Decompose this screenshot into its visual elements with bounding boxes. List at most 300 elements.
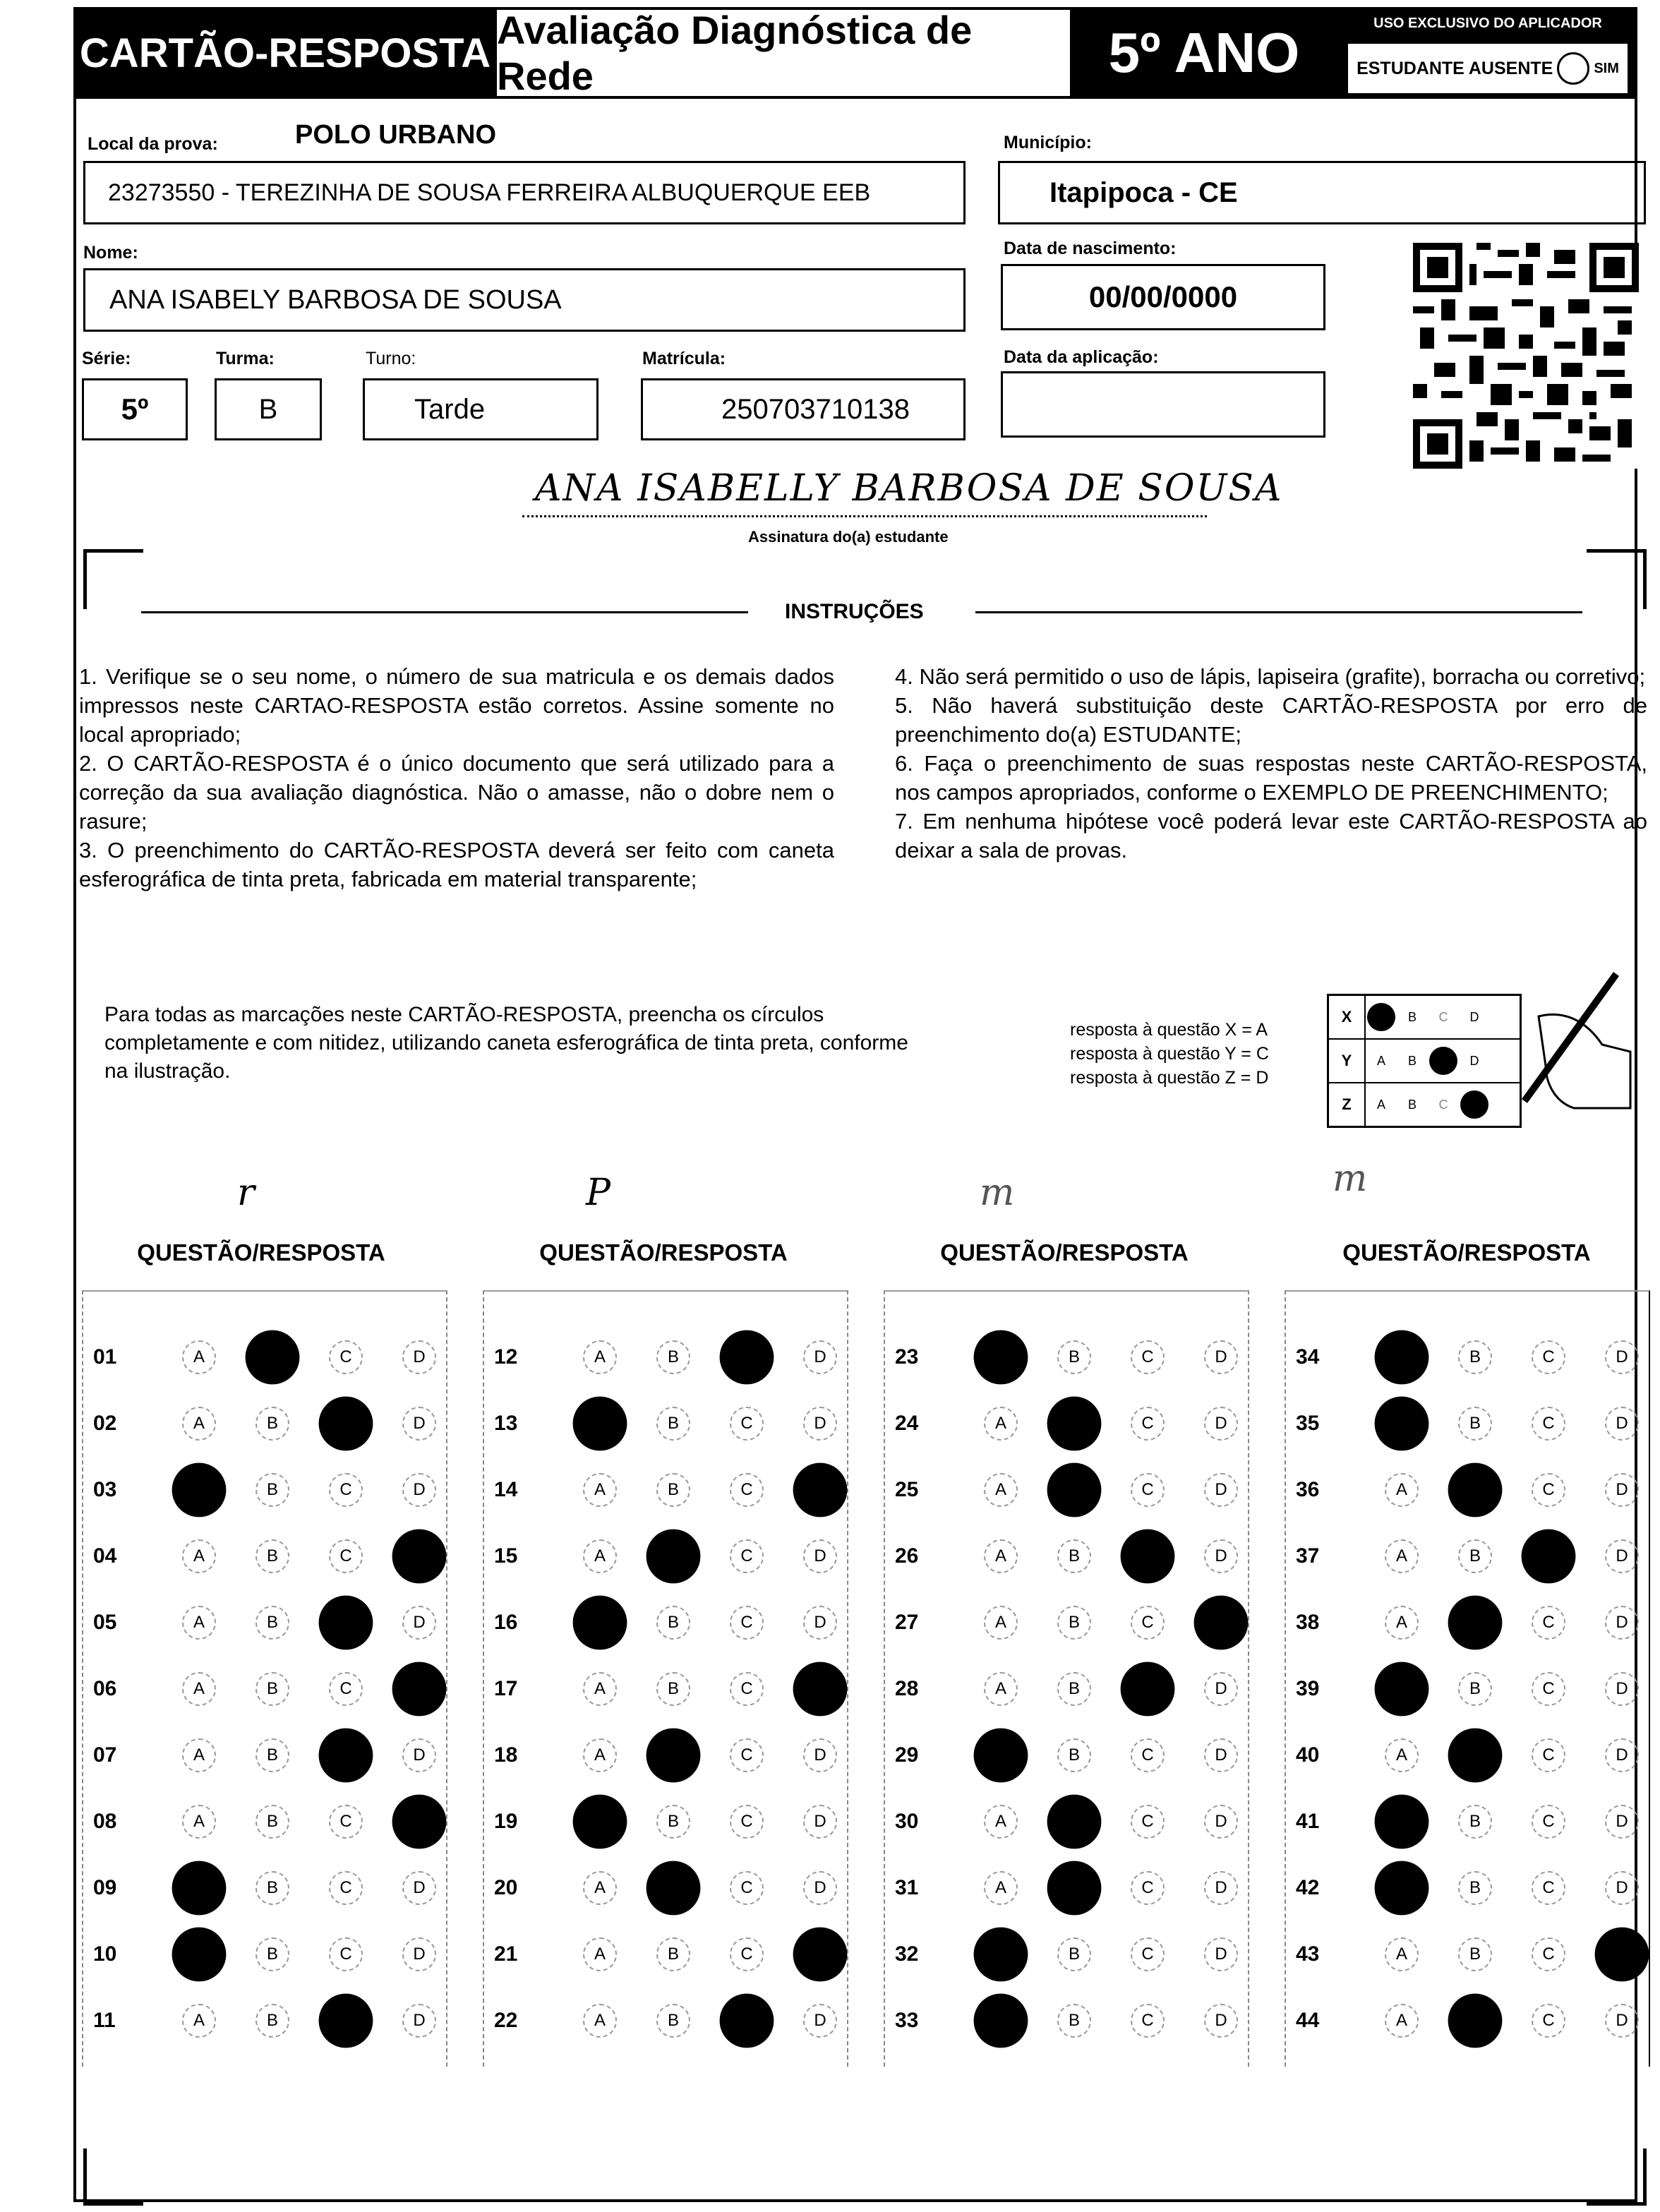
question-number: 09 <box>93 1876 117 1899</box>
answer-bubble-b[interactable]: B <box>1448 1994 1503 2048</box>
name-label: Nome: <box>83 243 138 263</box>
answer-bubble-b[interactable]: B <box>656 1473 690 1507</box>
answer-bubble-b[interactable]: B <box>1057 2004 1091 2038</box>
answer-bubble-b[interactable]: B <box>1458 1539 1492 1573</box>
answer-bubble-b[interactable]: B <box>656 1407 690 1441</box>
answer-bubble-d[interactable]: D <box>803 1539 837 1573</box>
answer-bubble-c[interactable]: C <box>1131 1606 1165 1640</box>
answer-bubble-c[interactable]: C <box>319 1596 373 1650</box>
answer-bubble-a[interactable]: A <box>974 1330 1028 1385</box>
question-row <box>1286 1996 1639 2045</box>
answer-bubble-c[interactable]: C <box>329 1871 363 1905</box>
question-number: 29 <box>895 1743 919 1767</box>
answer-bubble-b[interactable]: B <box>255 1937 289 1971</box>
answer-bubble-c[interactable]: C <box>329 1473 363 1507</box>
answer-bubble-b[interactable]: B <box>1458 1672 1492 1706</box>
question-number: 32 <box>895 1942 919 1966</box>
answer-bubble-c[interactable]: C <box>1532 1672 1565 1706</box>
question-number: 10 <box>93 1942 117 1966</box>
answer-bubble-d[interactable]: D <box>803 2004 837 2038</box>
answer-bubble-b[interactable]: B <box>656 2004 690 2038</box>
answer-bubble-b[interactable]: B <box>1458 1937 1492 1971</box>
city-label: Município: <box>1004 133 1092 152</box>
answer-bubble-b[interactable]: B <box>255 1473 289 1507</box>
answer-bubble-b[interactable]: B <box>1047 1861 1102 1916</box>
answer-bubble-c[interactable]: C <box>1532 1473 1565 1507</box>
answer-bubble-b[interactable]: B <box>1047 1463 1102 1517</box>
answer-bubble-c[interactable]: C <box>319 1994 373 2048</box>
answer-bubble-a[interactable]: A <box>182 1672 216 1706</box>
answer-bubble-c[interactable]: C <box>1131 1937 1165 1971</box>
answer-bubble-a[interactable]: A <box>583 1340 617 1374</box>
question-number: 03 <box>93 1478 117 1501</box>
answer-bubble-d[interactable]: D <box>1605 1606 1639 1640</box>
question-row <box>484 1731 837 1780</box>
example-x-a <box>1366 1003 1397 1031</box>
answer-bubble-d[interactable]: D <box>1204 1738 1238 1772</box>
answer-bubble-a[interactable]: A <box>984 1805 1018 1839</box>
sheet-title: CARTÃO-RESPOSTA <box>73 7 497 99</box>
question-number: 15 <box>494 1544 518 1568</box>
question-number: 28 <box>895 1677 919 1700</box>
answer-bubble-c[interactable]: C <box>329 1805 363 1839</box>
answer-bubble-d[interactable]: D <box>803 1606 837 1640</box>
question-number: 16 <box>494 1611 518 1634</box>
question-number: 23 <box>895 1345 919 1369</box>
answer-bubble-a[interactable]: A <box>974 1729 1028 1783</box>
answer-bubble-d[interactable]: D <box>1204 1340 1238 1374</box>
answer-bubble-c[interactable]: C <box>730 1937 764 1971</box>
question-row <box>484 1465 837 1515</box>
answer-bubble-d[interactable]: D <box>1605 2004 1639 2038</box>
application-date-label: Data da aplicação: <box>1004 347 1159 367</box>
answer-bubble-b[interactable]: B <box>1047 1795 1102 1849</box>
answer-bubble-d[interactable]: D <box>1204 1871 1238 1905</box>
absent-checkbox[interactable] <box>1557 52 1589 85</box>
question-number: 39 <box>1296 1677 1320 1700</box>
answer-bubble-b[interactable]: B <box>1057 1738 1091 1772</box>
question-number: 05 <box>93 1611 117 1634</box>
answer-bubble-c[interactable]: C <box>1532 1937 1565 1971</box>
question-row <box>484 1399 837 1448</box>
answer-bubble-d[interactable]: D <box>402 2004 436 2038</box>
answer-bubble-a[interactable]: A <box>984 1473 1018 1507</box>
question-row <box>484 1532 837 1581</box>
answer-bubble-c[interactable]: C <box>319 1729 373 1783</box>
answer-bubble-d[interactable]: D <box>1204 1473 1238 1507</box>
answer-bubble-c[interactable]: C <box>1131 1871 1165 1905</box>
answer-bubble-b[interactable]: B <box>1448 1596 1503 1650</box>
local-label: Local da prova: <box>88 134 218 154</box>
answer-bubble-d[interactable]: D <box>803 1738 837 1772</box>
answer-bubble-a[interactable]: A <box>182 1738 216 1772</box>
question-number: 37 <box>1296 1544 1320 1568</box>
example-z-text: resposta à questão Z = D <box>1070 1068 1269 1088</box>
answer-bubble-a[interactable]: A <box>1385 2004 1419 2038</box>
answer-bubble-a[interactable]: A <box>1375 1861 1429 1916</box>
handwritten-mark-3: m <box>980 1172 1015 1214</box>
answer-bubble-c[interactable]: C <box>329 1539 363 1573</box>
question-row <box>83 1399 436 1448</box>
example-grid <box>1327 994 1522 1128</box>
turno-value: Tarde <box>414 393 486 425</box>
question-row <box>1286 1532 1639 1581</box>
serie-label: Série: <box>82 349 131 368</box>
question-row <box>83 1863 436 1913</box>
answer-bubble-a[interactable]: A <box>172 1463 227 1517</box>
answer-bubble-a[interactable]: A <box>583 1937 617 1971</box>
question-row <box>1286 1797 1639 1846</box>
question-row <box>1286 1598 1639 1647</box>
applicator-area <box>1338 7 1637 99</box>
answer-bubble-c[interactable]: C <box>1131 1340 1165 1374</box>
question-row <box>83 1930 436 1979</box>
answer-bubble-d[interactable]: D <box>1605 1871 1639 1905</box>
serie-value: 5º <box>121 392 149 426</box>
answer-bubble-d[interactable]: D <box>392 1795 447 1849</box>
answer-bubble-d[interactable]: D <box>803 1340 837 1374</box>
turma-value: B <box>258 393 278 425</box>
answer-bubble-c[interactable]: C <box>720 1330 774 1385</box>
answer-bubble-c[interactable]: C <box>730 1539 764 1573</box>
answer-bubble-a[interactable]: A <box>583 1539 617 1573</box>
question-row <box>484 1863 837 1913</box>
answer-bubble-c[interactable]: C <box>1121 1529 1175 1584</box>
question-row <box>1286 1333 1639 1382</box>
answer-bubble-d[interactable]: D <box>1605 1672 1639 1706</box>
answer-bubble-b[interactable]: B <box>656 1805 690 1839</box>
answer-bubble-b[interactable]: B <box>1057 1937 1091 1971</box>
answer-bubble-b[interactable]: B <box>1047 1397 1102 1451</box>
answer-bubble-a[interactable]: A <box>984 1606 1018 1640</box>
answer-bubble-d[interactable]: D <box>1204 1539 1238 1573</box>
answer-bubble-a[interactable]: A <box>583 1738 617 1772</box>
answer-bubble-a[interactable]: A <box>573 1397 627 1451</box>
birth-value: 00/00/0000 <box>1088 280 1238 313</box>
answer-bubble-b[interactable]: B <box>656 1672 690 1706</box>
corner-bottom-left <box>83 2148 143 2206</box>
answer-bubble-d[interactable]: D <box>402 1606 436 1640</box>
answer-bubble-a[interactable]: A <box>1385 1473 1419 1507</box>
answer-bubble-a[interactable]: A <box>583 1672 617 1706</box>
example-row-y: Y A B D <box>1329 1040 1520 1083</box>
answer-bubble-a[interactable]: A <box>1375 1397 1429 1451</box>
question-number: 44 <box>1296 2009 1320 2032</box>
instruction-2: 2. O CARTÃO-RESPOSTA é o único documento que será utilizado para a correção da sua avaliação diagnóstica. Não o amasse, não o dobre nem o rasure; <box>79 751 834 834</box>
answer-bubble-c[interactable]: C <box>1532 1407 1565 1441</box>
example-row-x-label: X <box>1329 996 1366 1038</box>
question-number: 17 <box>494 1677 518 1700</box>
answer-bubble-d[interactable]: D <box>402 1937 436 1971</box>
question-number: 31 <box>895 1876 919 1899</box>
answer-bubble-a[interactable]: A <box>1385 1606 1419 1640</box>
answer-column-3 <box>884 1290 1249 2067</box>
question-number: 07 <box>93 1743 117 1767</box>
answer-bubble-c[interactable]: C <box>730 1738 764 1772</box>
answer-bubble-a[interactable]: A <box>182 1539 216 1573</box>
grade-label: 5º ANO <box>1070 7 1338 99</box>
answer-bubble-d[interactable]: D <box>1605 1407 1639 1441</box>
answer-bubble-b[interactable]: B <box>1458 1407 1492 1441</box>
question-row <box>885 1996 1238 2045</box>
answer-bubble-a[interactable]: A <box>573 1596 627 1650</box>
answer-bubble-b[interactable]: B <box>656 1937 690 1971</box>
question-number: 06 <box>93 1677 117 1700</box>
answer-bubble-a[interactable]: A <box>182 2004 216 2038</box>
answer-bubble-b[interactable]: B <box>646 1529 701 1584</box>
answer-bubble-c[interactable]: C <box>1131 1738 1165 1772</box>
absent-label: ESTUDANTE AUSENTE <box>1357 58 1553 78</box>
answer-bubble-c[interactable]: C <box>1532 1871 1565 1905</box>
answer-bubble-a[interactable]: A <box>1385 1738 1419 1772</box>
question-row <box>885 1664 1238 1714</box>
question-row <box>885 1532 1238 1581</box>
answer-bubble-d[interactable]: D <box>793 1463 848 1517</box>
answer-bubble-a[interactable]: A <box>573 1795 627 1849</box>
answer-bubble-a[interactable]: A <box>182 1805 216 1839</box>
answer-bubble-a[interactable]: A <box>583 1473 617 1507</box>
answer-bubble-d[interactable]: D <box>1605 1805 1639 1839</box>
answer-bubble-c[interactable]: C <box>1532 2004 1565 2038</box>
question-number: 26 <box>895 1544 919 1568</box>
example-z-d <box>1459 1090 1490 1119</box>
answer-bubble-a[interactable]: A <box>1375 1795 1429 1849</box>
column-title-2: QUESTÃO/RESPOSTA <box>539 1239 788 1266</box>
handwritten-mark-1: r <box>237 1172 255 1214</box>
answer-bubble-c[interactable]: C <box>1532 1738 1565 1772</box>
answer-bubble-b[interactable]: B <box>246 1330 300 1385</box>
question-number: 38 <box>1296 1611 1320 1634</box>
answer-bubble-d[interactable]: D <box>803 1871 837 1905</box>
answer-bubble-a[interactable]: A <box>583 1871 617 1905</box>
answer-bubble-a[interactable]: A <box>1385 1937 1419 1971</box>
question-row <box>885 1465 1238 1515</box>
answer-bubble-c[interactable]: C <box>730 1473 764 1507</box>
instruction-5: 5. Não haverá substituição deste CARTÃO-RESPOSTA por erro de preenchimento do(a) ESTUDANTE; <box>895 693 1647 747</box>
signature-line <box>522 515 1207 517</box>
question-row <box>885 1598 1238 1647</box>
answer-bubble-d[interactable]: D <box>402 1738 436 1772</box>
answer-bubble-b[interactable]: B <box>255 1606 289 1640</box>
answer-bubble-c[interactable]: C <box>319 1397 373 1451</box>
question-row <box>484 1664 837 1714</box>
answer-bubble-b[interactable]: B <box>255 1738 289 1772</box>
turno-field <box>363 378 599 440</box>
example-row-x: X B C D <box>1329 996 1520 1040</box>
handwritten-signature: ANA ISABELLY BARBOSA DE SOUSA <box>535 467 1283 510</box>
answer-bubble-c[interactable]: C <box>1131 1473 1165 1507</box>
answer-bubble-c[interactable]: C <box>730 1606 764 1640</box>
serie-field <box>82 378 188 440</box>
answer-bubble-c[interactable]: C <box>329 1340 363 1374</box>
answer-bubble-d[interactable]: D <box>1204 1672 1238 1706</box>
answer-bubble-a[interactable]: A <box>984 1539 1018 1573</box>
example-row-z-label: Z <box>1329 1083 1366 1126</box>
applicator-note: USO EXCLUSIVO DO APLICADOR <box>1373 16 1602 31</box>
question-number: 19 <box>494 1810 518 1833</box>
answer-bubble-d[interactable]: D <box>402 1871 436 1905</box>
answer-bubble-d[interactable]: D <box>402 1340 436 1374</box>
question-row <box>1286 1465 1639 1515</box>
answer-bubble-c[interactable]: C <box>1131 2004 1165 2038</box>
answer-bubble-b[interactable]: B <box>646 1861 701 1916</box>
answer-bubble-a[interactable]: A <box>182 1606 216 1640</box>
instructions-rule-left <box>141 611 748 613</box>
answer-bubble-a[interactable]: A <box>984 1407 1018 1441</box>
answer-bubble-b[interactable]: B <box>656 1606 690 1640</box>
question-row <box>83 1664 436 1714</box>
answer-bubble-a[interactable]: A <box>1375 1662 1429 1717</box>
question-number: 25 <box>895 1478 919 1501</box>
column-title-4: QUESTÃO/RESPOSTA <box>1342 1239 1591 1266</box>
question-row <box>885 1399 1238 1448</box>
answer-bubble-d[interactable]: D <box>1595 1928 1649 1982</box>
school-value: 23273550 - TEREZINHA DE SOUSA FERREIRA ALBUQUERQUE EEB <box>108 179 871 206</box>
question-number: 18 <box>494 1743 518 1767</box>
question-number: 33 <box>895 2009 919 2032</box>
instructions-rule-right <box>975 611 1582 613</box>
instruction-4: 4. Não será permitido o uso de lápis, lapiseira (grafite), borracha ou corretivo; <box>895 664 1646 689</box>
question-number: 40 <box>1296 1743 1320 1767</box>
answer-bubble-d[interactable]: D <box>1194 1596 1249 1650</box>
answer-bubble-c[interactable]: C <box>1532 1606 1565 1640</box>
answer-bubble-c[interactable]: C <box>730 1672 764 1706</box>
answer-bubble-a[interactable]: A <box>583 2004 617 2038</box>
answer-bubble-c[interactable]: C <box>329 1937 363 1971</box>
column-title-3: QUESTÃO/RESPOSTA <box>940 1239 1189 1266</box>
question-number: 36 <box>1296 1478 1320 1501</box>
question-number: 43 <box>1296 1942 1320 1966</box>
handwritten-mark-2: P <box>586 1172 611 1214</box>
answer-bubble-d[interactable]: D <box>402 1473 436 1507</box>
answer-bubble-b[interactable]: B <box>1057 1539 1091 1573</box>
answer-bubble-a[interactable]: A <box>984 1672 1018 1706</box>
answer-bubble-a[interactable]: A <box>182 1340 216 1374</box>
answer-bubble-d[interactable]: D <box>803 1407 837 1441</box>
answer-bubble-b[interactable]: B <box>255 1871 289 1905</box>
question-row <box>83 1996 436 2045</box>
answer-bubble-c[interactable]: C <box>730 1805 764 1839</box>
question-row <box>1286 1664 1639 1714</box>
answer-bubble-c[interactable]: C <box>730 1407 764 1441</box>
answer-bubble-a[interactable]: A <box>172 1928 227 1982</box>
answer-bubble-c[interactable]: C <box>1532 1340 1565 1374</box>
answer-bubble-b[interactable]: B <box>1458 1805 1492 1839</box>
column-title-1: QUESTÃO/RESPOSTA <box>137 1239 385 1266</box>
answer-bubble-b[interactable]: B <box>1458 1340 1492 1374</box>
answer-bubble-d[interactable]: D <box>402 1407 436 1441</box>
answer-bubble-a[interactable]: A <box>1375 1330 1429 1385</box>
answer-bubble-b[interactable]: B <box>1448 1463 1503 1517</box>
answer-bubble-c[interactable]: C <box>329 1672 363 1706</box>
answer-bubble-d[interactable]: D <box>793 1928 848 1982</box>
answer-bubble-c[interactable]: C <box>730 1871 764 1905</box>
answer-bubble-c[interactable]: C <box>1121 1662 1175 1717</box>
example-x-text: resposta à questão X = A <box>1070 1020 1268 1040</box>
answer-bubble-b[interactable]: B <box>255 1407 289 1441</box>
question-row <box>885 1333 1238 1382</box>
answer-bubble-d[interactable]: D <box>392 1662 447 1717</box>
answer-bubble-c[interactable]: C <box>1522 1529 1576 1584</box>
answer-bubble-a[interactable]: A <box>974 1928 1028 1982</box>
answer-bubble-b[interactable]: B <box>1057 1340 1091 1374</box>
answer-column-4 <box>1285 1290 1650 2067</box>
question-row <box>885 1797 1238 1846</box>
question-row <box>83 1333 436 1382</box>
exam-name: Avaliação Diagnóstica de Rede <box>497 7 1070 99</box>
pen-hand-icon <box>1496 967 1637 1129</box>
answer-bubble-a[interactable]: A <box>1385 1539 1419 1573</box>
application-date-field[interactable] <box>1001 371 1325 438</box>
handwritten-mark-4: m <box>1333 1158 1368 1200</box>
question-number: 20 <box>494 1876 518 1899</box>
answer-bubble-c[interactable]: C <box>1131 1805 1165 1839</box>
answer-bubble-a[interactable]: A <box>984 1871 1018 1905</box>
answer-bubble-d[interactable]: D <box>803 1805 837 1839</box>
question-number: 34 <box>1296 1345 1320 1369</box>
answer-bubble-a[interactable]: A <box>172 1861 227 1916</box>
city-field <box>998 161 1646 224</box>
answer-bubble-c[interactable]: C <box>1131 1407 1165 1441</box>
answer-bubble-d[interactable]: D <box>1204 1407 1238 1441</box>
question-number: 08 <box>93 1810 117 1833</box>
instruction-6: 6. Faça o preenchimento de suas respostas neste CARTÃO-RESPOSTA, nos campos apropriados, conforme o EXEMPLO DE PREENCHIMENTO; <box>895 751 1647 805</box>
answer-bubble-b[interactable]: B <box>1057 1606 1091 1640</box>
answer-bubble-c[interactable]: C <box>720 1994 774 2048</box>
matricula-field <box>641 378 966 440</box>
answer-bubble-b[interactable]: B <box>656 1340 690 1374</box>
question-number: 04 <box>93 1544 117 1568</box>
answer-bubble-b[interactable]: B <box>255 1805 289 1839</box>
answer-bubble-d[interactable]: D <box>1605 1473 1639 1507</box>
instruction-3: 3. O preenchimento do CARTÃO-RESPOSTA deverá ser feito com caneta esferográfica de tinta preta, fabricada em material transparente; <box>79 838 834 891</box>
answer-bubble-d[interactable]: D <box>392 1529 447 1584</box>
question-row <box>484 1930 837 1979</box>
answer-bubble-c[interactable]: C <box>1532 1805 1565 1839</box>
question-row <box>484 1598 837 1647</box>
answer-bubble-b[interactable]: B <box>255 2004 289 2038</box>
birth-field <box>1001 264 1325 330</box>
answer-bubble-b[interactable]: B <box>1057 1672 1091 1706</box>
absent-box <box>1348 44 1628 93</box>
answer-bubble-b[interactable]: B <box>1448 1729 1503 1783</box>
instructions-title: INSTRUÇÕES <box>785 600 924 623</box>
answer-bubble-d[interactable]: D <box>793 1662 848 1717</box>
answer-bubble-d[interactable]: D <box>1605 1738 1639 1772</box>
answer-bubble-b[interactable]: B <box>255 1539 289 1573</box>
answer-bubble-d[interactable]: D <box>1605 1539 1639 1573</box>
answer-bubble-b[interactable]: B <box>1458 1871 1492 1905</box>
question-row <box>83 1532 436 1581</box>
question-number: 27 <box>895 1611 919 1634</box>
question-row <box>83 1797 436 1846</box>
question-number: 21 <box>494 1942 518 1966</box>
answer-bubble-d[interactable]: D <box>1204 2004 1238 2038</box>
instruction-7: 7. Em nenhuma hipótese você poderá levar este CARTÃO-RESPOSTA ao deixar a sala de provas. <box>895 809 1647 862</box>
answer-bubble-b[interactable]: B <box>255 1672 289 1706</box>
question-row <box>83 1598 436 1647</box>
answer-bubble-a[interactable]: A <box>974 1994 1028 2048</box>
question-number: 02 <box>93 1412 117 1435</box>
answer-bubble-a[interactable]: A <box>182 1407 216 1441</box>
name-field <box>83 268 966 332</box>
signature-label: Assinatura do(a) estudante <box>748 528 949 546</box>
example-legend <box>1070 1018 1269 1090</box>
answer-bubble-b[interactable]: B <box>646 1729 701 1783</box>
answer-bubble-d[interactable]: D <box>1204 1805 1238 1839</box>
answer-bubble-d[interactable]: D <box>1204 1937 1238 1971</box>
answer-bubble-d[interactable]: D <box>1605 1340 1639 1374</box>
